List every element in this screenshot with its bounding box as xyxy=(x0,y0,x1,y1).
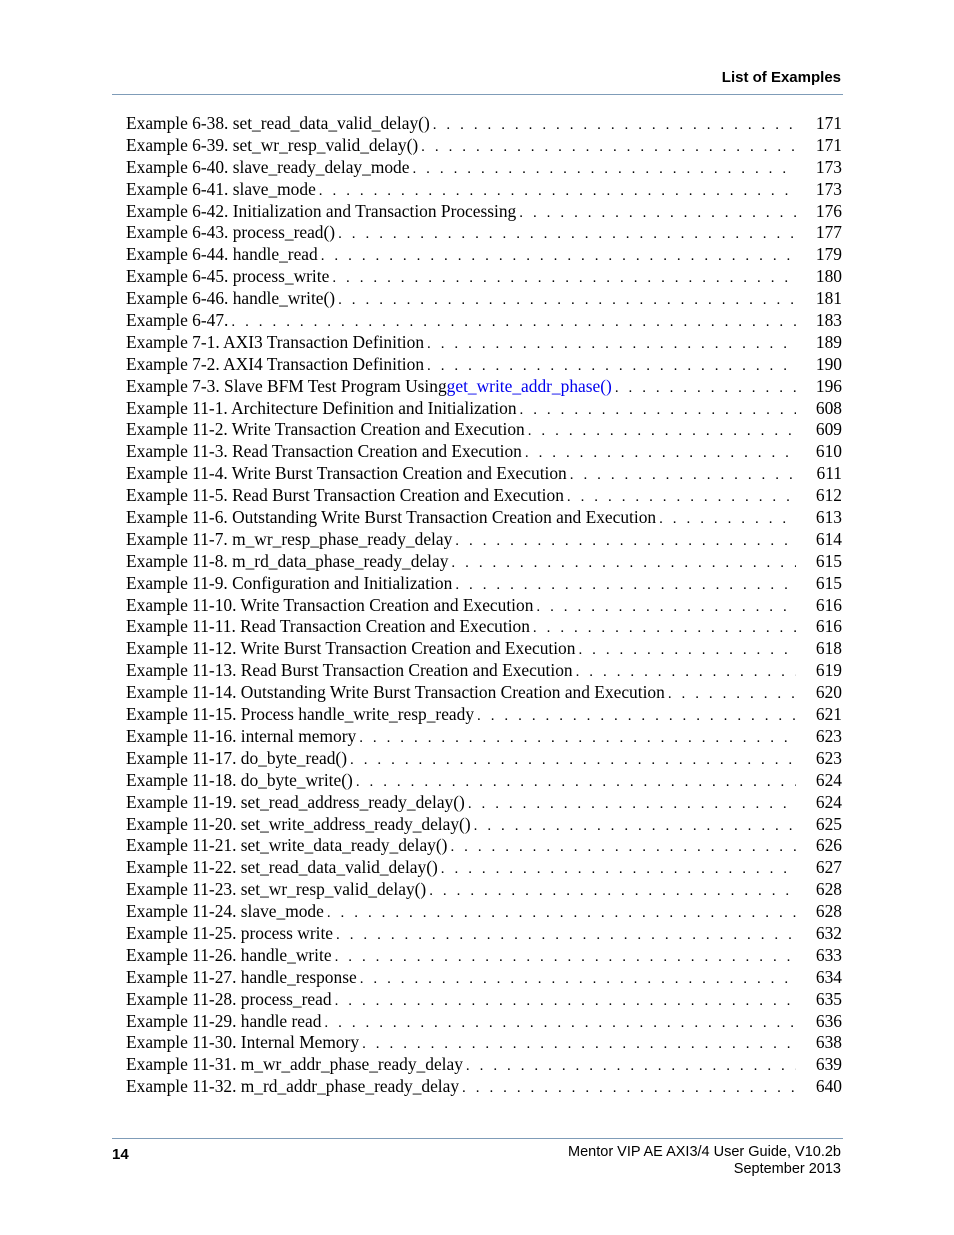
toc-entry-title: Example 11-8. m_rd_data_phase_ready_delay xyxy=(126,550,449,571)
toc-entry-title: Example 11-1. Architecture Definition and Initialization xyxy=(126,397,517,418)
toc-entry-page: 190 xyxy=(815,353,842,374)
toc-entry-title: Example 6-41. slave_mode xyxy=(126,178,316,199)
toc-entry-page: 619 xyxy=(815,660,842,681)
examples-list xyxy=(126,113,842,1098)
toc-entry-page: 181 xyxy=(815,288,842,309)
toc-entry[interactable] xyxy=(126,266,842,288)
toc-entry-title: Example 11-22. set_read_data_valid_delay() xyxy=(126,857,438,878)
toc-entry-page: 171 xyxy=(815,113,842,133)
toc-entry[interactable] xyxy=(126,1032,842,1054)
toc-entry-page: 636 xyxy=(815,1010,842,1031)
toc-entry-title: Example 11-18. do_byte_write() xyxy=(126,769,353,790)
dot-leader xyxy=(338,224,796,246)
toc-entry-title: Example 11-21. set_write_data_ready_delay() xyxy=(126,835,448,856)
toc-entry[interactable] xyxy=(126,879,842,901)
toc-entry-title: Example 11-9. Configuration and Initialization xyxy=(126,572,453,593)
dot-leader xyxy=(477,706,796,728)
toc-entry[interactable] xyxy=(126,857,842,879)
running-header-title: List of Examples xyxy=(721,69,841,86)
toc-entry[interactable] xyxy=(126,332,842,354)
toc-entry-title: Example 11-13. Read Burst Transaction Creation and Execution xyxy=(126,660,573,681)
toc-entry-title: Example 7-2. AXI4 Transaction Definition xyxy=(126,353,425,374)
toc-entry-page: 609 xyxy=(815,419,842,440)
toc-entry[interactable] xyxy=(126,485,842,507)
toc-entry[interactable] xyxy=(126,573,842,595)
dot-leader xyxy=(321,246,796,268)
toc-entry-page: 189 xyxy=(815,331,842,352)
footer-date: September 2013 xyxy=(733,1161,841,1177)
toc-entry[interactable] xyxy=(126,376,842,398)
toc-entry-page: 177 xyxy=(815,222,842,243)
toc-entry-page: 621 xyxy=(815,704,842,725)
toc-entry-title: Example 11-30. Internal Memory xyxy=(126,1032,360,1053)
dot-leader xyxy=(533,618,796,640)
dot-leader xyxy=(528,421,796,443)
toc-entry-page: 179 xyxy=(815,244,842,265)
dot-leader xyxy=(462,1078,796,1100)
toc-entry[interactable] xyxy=(126,814,842,836)
toc-entry-title: Example 6-42. Initialization and Transaction Processing xyxy=(126,200,517,221)
toc-entry-page: 626 xyxy=(815,835,842,856)
toc-entry[interactable] xyxy=(126,354,842,376)
toc-entry[interactable] xyxy=(126,660,842,682)
toc-entry-title: Example 11-6. Outstanding Write Burst Transaction Creation and Execution xyxy=(126,507,657,528)
toc-entry-title: Example 11-29. handle read xyxy=(126,1010,322,1031)
toc-entry-page: 183 xyxy=(815,310,842,331)
toc-entry-page: 171 xyxy=(815,134,842,155)
dot-leader xyxy=(450,837,796,859)
toc-entry[interactable] xyxy=(126,967,842,989)
toc-entry-page: 628 xyxy=(815,901,842,922)
dot-leader xyxy=(429,881,796,903)
dot-leader xyxy=(455,531,796,553)
dot-leader xyxy=(319,181,796,203)
toc-entry-page: 173 xyxy=(815,156,842,177)
dot-leader xyxy=(327,903,796,925)
dot-leader xyxy=(360,969,796,991)
toc-entry-title: Example 11-28. process_read xyxy=(126,988,332,1009)
toc-entry-page: 624 xyxy=(815,769,842,790)
toc-entry[interactable] xyxy=(126,638,842,660)
toc-entry[interactable] xyxy=(126,945,842,967)
toc-entry-page: 612 xyxy=(815,485,842,506)
toc-entry[interactable] xyxy=(126,901,842,923)
toc-entry-title: Example 11-11. Read Transaction Creation and Execution xyxy=(126,616,530,637)
toc-entry-title: Example 11-32. m_rd_addr_phase_ready_delay xyxy=(126,1076,460,1097)
dot-leader xyxy=(427,334,796,356)
toc-entry-title: Example 6-39. set_wr_resp_valid_delay() xyxy=(126,134,419,155)
dot-leader xyxy=(324,1013,796,1035)
toc-entry[interactable] xyxy=(126,419,842,441)
toc-entry-title: Example 6-43. process_read() xyxy=(126,222,336,243)
dot-leader xyxy=(433,115,796,137)
toc-entry-page: 635 xyxy=(815,988,842,1009)
dot-leader xyxy=(332,268,796,290)
toc-entry-title: Example 6-47. xyxy=(126,310,229,331)
toc-entry-page: 627 xyxy=(815,857,842,878)
toc-entry-page: 614 xyxy=(815,528,842,549)
dot-leader xyxy=(427,356,796,378)
toc-entry-title: Example 11-17. do_byte_read() xyxy=(126,747,348,768)
toc-entry[interactable] xyxy=(126,682,842,704)
toc-entry-page: 616 xyxy=(815,594,842,615)
dot-leader xyxy=(668,684,796,706)
dot-leader xyxy=(441,859,796,881)
toc-entry-title: Example 7-3. Slave BFM Test Program Using xyxy=(126,375,447,396)
dot-leader xyxy=(335,991,796,1013)
toc-entry-page: 173 xyxy=(815,178,842,199)
toc-entry-title: Example 11-25. process write xyxy=(126,922,334,943)
toc-entry-title: Example 11-3. Read Transaction Creation and Execution xyxy=(126,441,522,462)
dot-leader xyxy=(335,947,796,969)
footer-rule xyxy=(112,1138,843,1139)
toc-entry[interactable] xyxy=(126,989,842,1011)
toc-entry-page: 618 xyxy=(815,638,842,659)
toc-entry-title: Example 11-19. set_read_address_ready_delay() xyxy=(126,791,465,812)
toc-entry[interactable] xyxy=(126,616,842,638)
dot-leader xyxy=(350,750,796,772)
toc-entry-page: 628 xyxy=(815,879,842,900)
dot-leader xyxy=(567,487,796,509)
toc-entry-title: Example 6-45. process_write xyxy=(126,266,330,287)
toc-entry-title: Example 11-16. internal memory xyxy=(126,725,357,746)
dot-leader xyxy=(231,312,796,334)
toc-entry-title: Example 11-20. set_write_address_ready_delay() xyxy=(126,813,471,834)
toc-entry[interactable] xyxy=(126,157,842,179)
dot-leader xyxy=(474,816,796,838)
toc-entry-page: 640 xyxy=(815,1076,842,1097)
toc-entry-page: 638 xyxy=(815,1032,842,1053)
dot-leader xyxy=(578,640,796,662)
toc-entry-title: Example 11-23. set_wr_resp_valid_delay() xyxy=(126,879,427,900)
toc-entry-title: Example 11-10. Write Transaction Creation and Execution xyxy=(126,594,534,615)
toc-entry[interactable] xyxy=(126,770,842,792)
toc-entry[interactable] xyxy=(126,748,842,770)
toc-entry-page: 615 xyxy=(815,572,842,593)
dot-leader xyxy=(362,1034,796,1056)
toc-entry-title: Example 11-26. handle_write xyxy=(126,944,332,965)
toc-entry-title: Example 6-40. slave_ready_delay_mode xyxy=(126,156,410,177)
toc-entry-page: 615 xyxy=(815,550,842,571)
toc-entry[interactable] xyxy=(126,595,842,617)
toc-entry-title: Example 11-15. Process handle_write_resp_ready xyxy=(126,704,475,725)
dot-leader xyxy=(421,137,796,159)
toc-entry-title: Example 11-7. m_wr_resp_phase_ready_delay xyxy=(126,528,453,549)
footer-page-number: 14 xyxy=(112,1146,129,1163)
toc-entry[interactable] xyxy=(126,529,842,551)
dot-leader xyxy=(536,597,796,619)
toc-entry-page: 623 xyxy=(815,725,842,746)
toc-entry-page: 623 xyxy=(815,747,842,768)
toc-entry-title: Example 6-38. set_read_data_valid_delay() xyxy=(126,113,430,133)
toc-entry[interactable] xyxy=(126,113,842,135)
toc-entry-link[interactable]: get_write_addr_phase() xyxy=(446,375,612,396)
header-rule xyxy=(112,94,843,95)
toc-entry-page: 620 xyxy=(815,682,842,703)
toc-entry[interactable] xyxy=(126,726,842,748)
toc-entry[interactable] xyxy=(126,923,842,945)
toc-entry[interactable] xyxy=(126,398,842,420)
toc-entry-title: Example 7-1. AXI3 Transaction Definition xyxy=(126,331,425,352)
toc-entry[interactable] xyxy=(126,792,842,814)
toc-entry-title: Example 11-27. handle_response xyxy=(126,966,357,987)
toc-entry-page: 632 xyxy=(815,922,842,943)
dot-leader xyxy=(338,290,796,312)
footer-doc-info xyxy=(568,1144,841,1178)
dot-leader xyxy=(659,509,796,531)
dot-leader xyxy=(451,553,796,575)
dot-leader xyxy=(520,400,796,422)
dot-leader xyxy=(576,662,796,684)
toc-entry-title: Example 11-2. Write Transaction Creation and Execution xyxy=(126,419,525,440)
toc-entry-page: 616 xyxy=(815,616,842,637)
toc-entry[interactable] xyxy=(126,222,842,244)
toc-entry[interactable] xyxy=(126,551,842,573)
toc-entry-page: 196 xyxy=(815,375,842,396)
toc-entry[interactable] xyxy=(126,1054,842,1076)
toc-entry[interactable] xyxy=(126,310,842,332)
dot-leader xyxy=(412,159,796,181)
toc-entry[interactable] xyxy=(126,244,842,266)
toc-entry[interactable] xyxy=(126,441,842,463)
toc-entry[interactable] xyxy=(126,288,842,310)
dot-leader xyxy=(455,575,796,597)
toc-entry-title: Example 11-4. Write Burst Transaction Creation and Execution xyxy=(126,463,567,484)
toc-entry-page: 639 xyxy=(815,1054,842,1075)
toc-entry[interactable] xyxy=(126,704,842,726)
footer-doc-title: Mentor VIP AE AXI3/4 User Guide, V10.2b xyxy=(568,1144,841,1160)
toc-entry[interactable] xyxy=(126,463,842,485)
toc-entry-page: 176 xyxy=(815,200,842,221)
toc-entry-page: 608 xyxy=(815,397,842,418)
toc-entry-title: Example 11-12. Write Burst Transaction Creation and Execution xyxy=(126,638,576,659)
toc-entry-title: Example 6-46. handle_write() xyxy=(126,288,336,309)
toc-entry-page: 634 xyxy=(815,966,842,987)
toc-entry-page: 180 xyxy=(815,266,842,287)
toc-entry-page: 611 xyxy=(816,463,842,484)
dot-leader xyxy=(525,443,796,465)
toc-entry-title: Example 6-44. handle_read xyxy=(126,244,318,265)
dot-leader xyxy=(359,728,796,750)
dot-leader xyxy=(519,203,796,225)
toc-entry[interactable] xyxy=(126,835,842,857)
toc-entry-title: Example 11-31. m_wr_addr_phase_ready_delay xyxy=(126,1054,463,1075)
toc-entry[interactable] xyxy=(126,507,842,529)
dot-leader xyxy=(570,465,796,487)
toc-entry[interactable] xyxy=(126,135,842,157)
dot-leader xyxy=(336,925,796,947)
toc-entry-page: 625 xyxy=(815,813,842,834)
dot-leader xyxy=(356,772,796,794)
toc-entry-page: 613 xyxy=(815,507,842,528)
toc-entry-title: Example 11-5. Read Burst Transaction Creation and Execution xyxy=(126,485,564,506)
toc-entry-page: 633 xyxy=(815,944,842,965)
toc-entry-page: 624 xyxy=(815,791,842,812)
toc-entry-title: Example 11-24. slave_mode xyxy=(126,901,324,922)
dot-leader xyxy=(615,378,796,400)
dot-leader xyxy=(466,1056,796,1078)
toc-entry[interactable] xyxy=(126,201,842,223)
toc-entry-title: Example 11-14. Outstanding Write Burst Transaction Creation and Execution xyxy=(126,682,665,703)
toc-entry[interactable] xyxy=(126,179,842,201)
toc-entry[interactable] xyxy=(126,1076,842,1098)
toc-entry-page: 610 xyxy=(815,441,842,462)
toc-entry[interactable] xyxy=(126,1011,842,1033)
dot-leader xyxy=(468,794,796,816)
